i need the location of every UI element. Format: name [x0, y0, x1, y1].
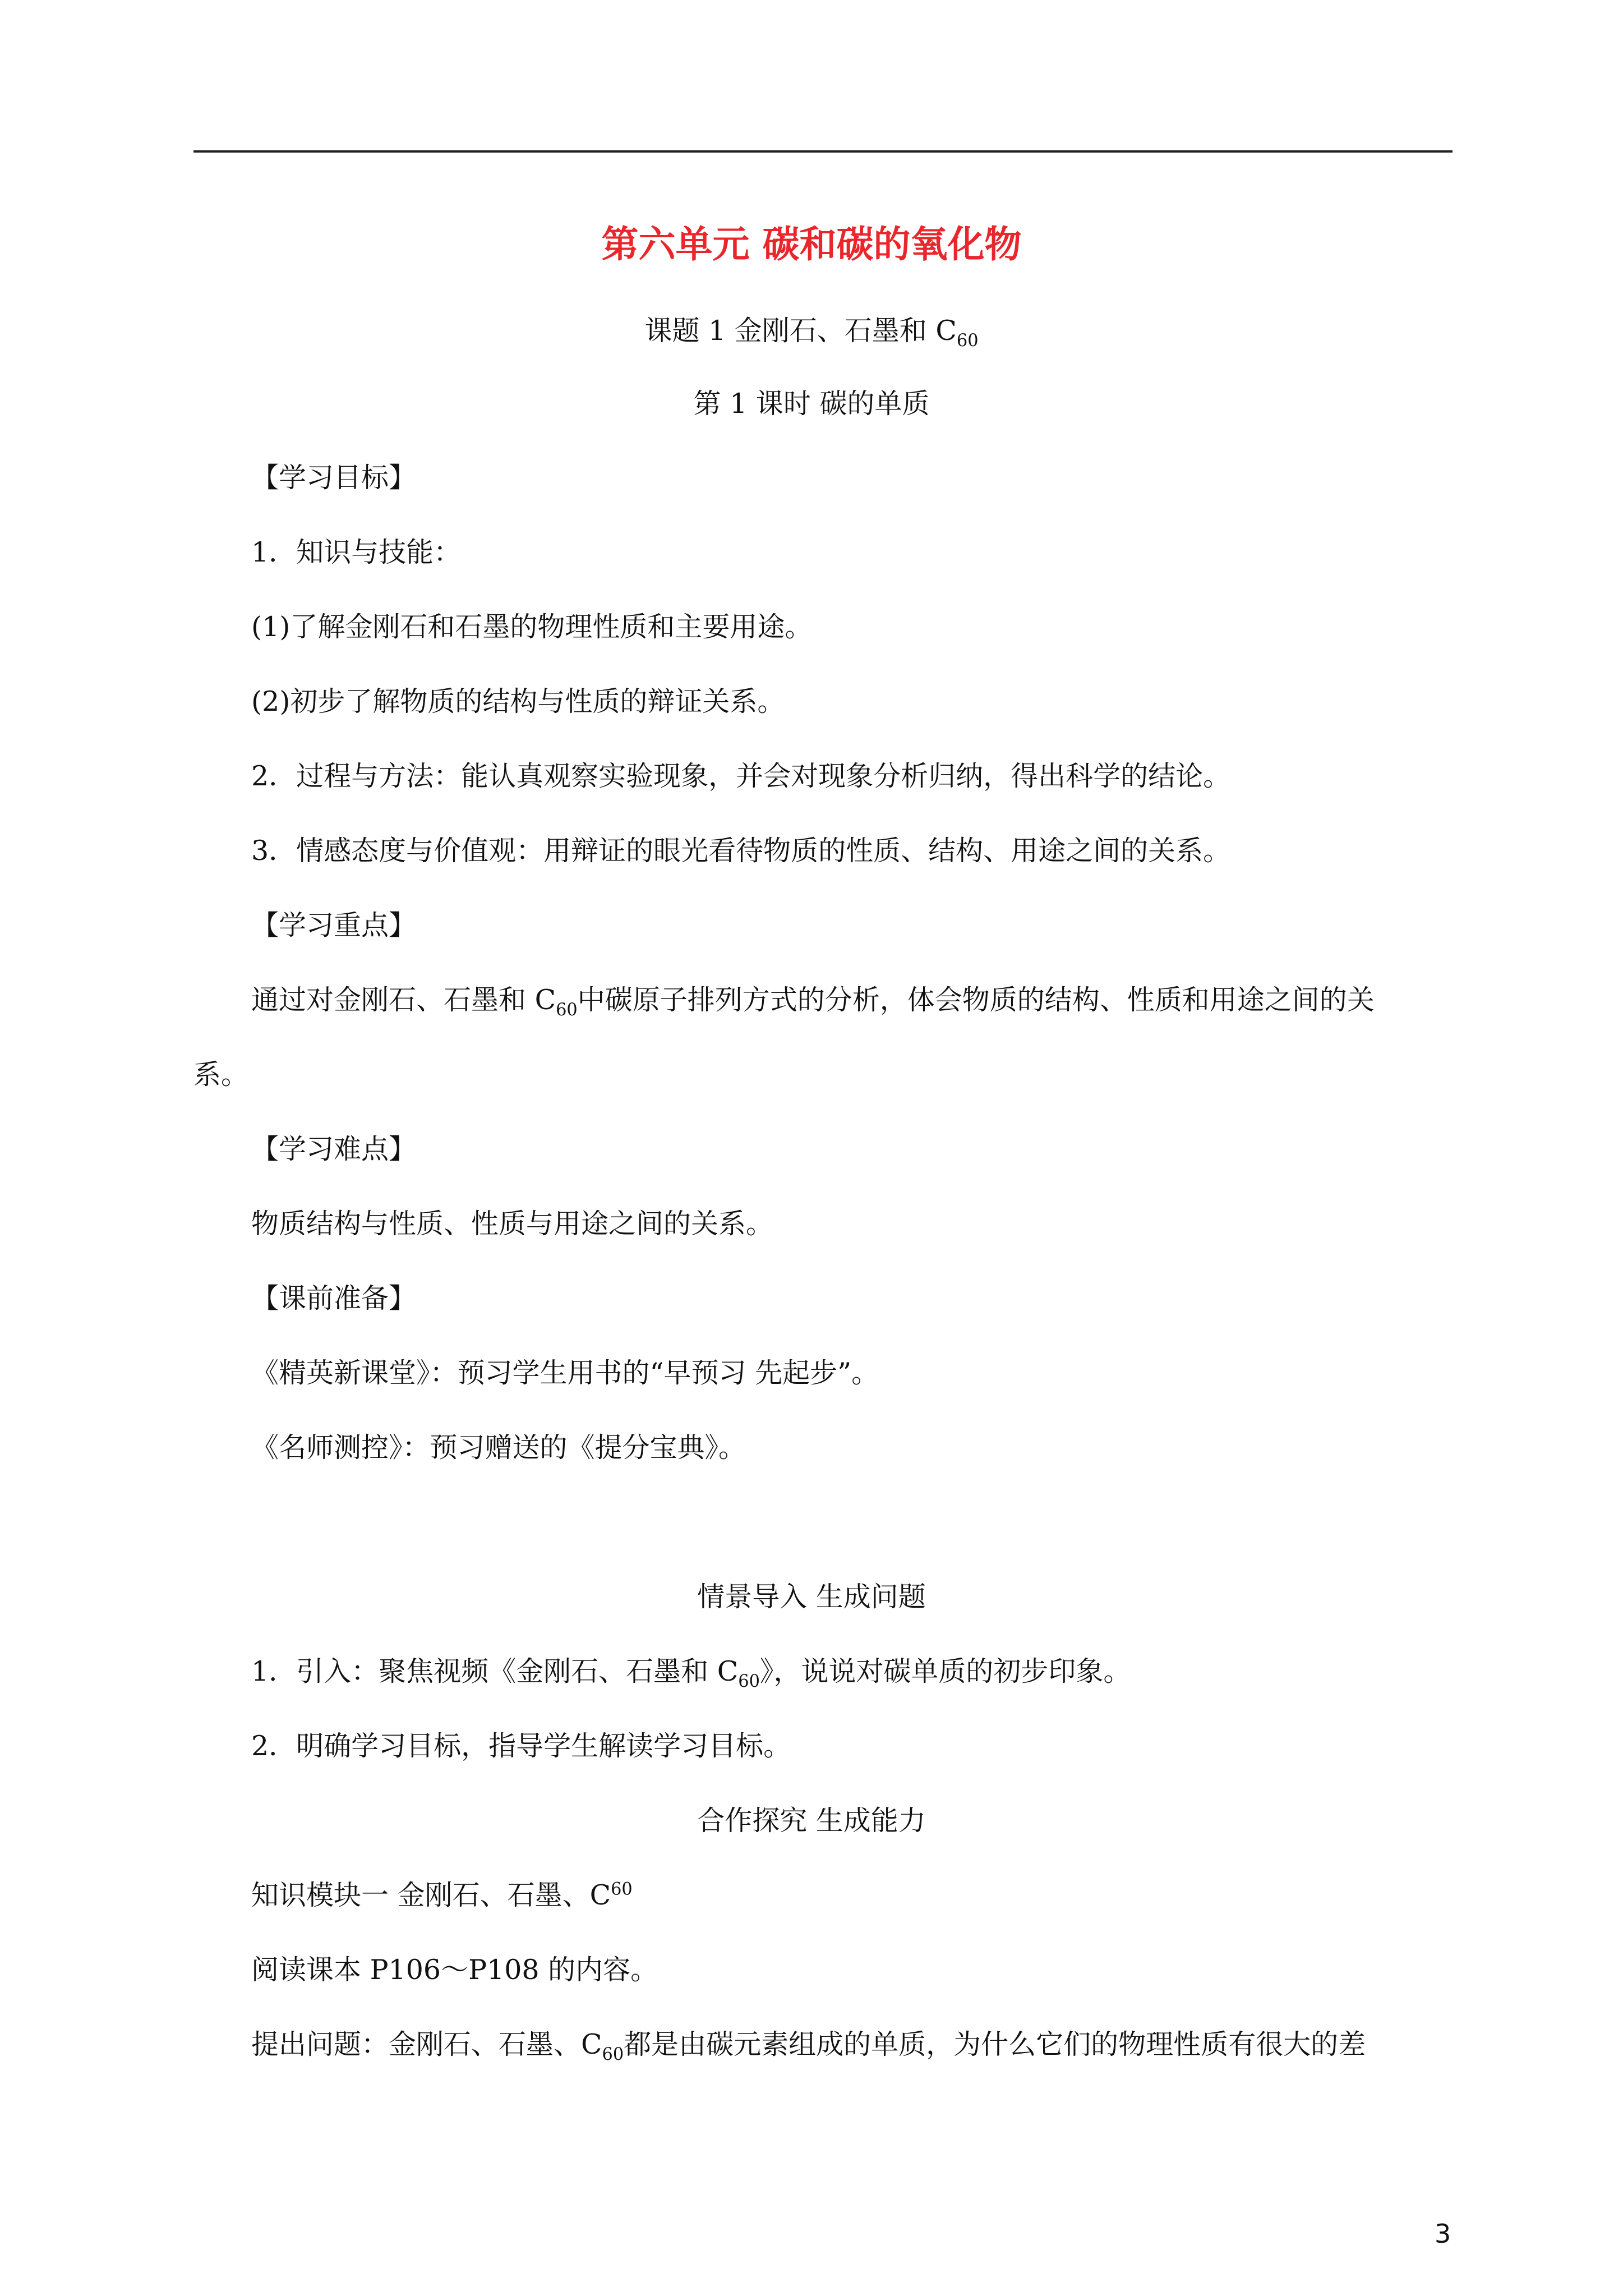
intro-item-1: [251, 1655, 1131, 1691]
intro-item-1-text-b: 》，说说对碳单质的初步印象。: [759, 1655, 1131, 1687]
key-points-text-b: 中碳原子排列方式的分析，体会物质的结构、性质和用途之间的关: [577, 984, 1375, 1016]
objectives-heading: 【学习目标】: [251, 462, 417, 494]
intro-item-2: 2．明确学习目标，指导学生解读学习目标。: [251, 1730, 791, 1762]
module-title: [251, 1879, 633, 1912]
lesson-title: [0, 314, 1623, 351]
module-title-superscript: 60: [611, 1879, 633, 1899]
key-points-line-1: [251, 983, 1375, 1020]
preparation-line-1: 《精英新课堂》：预习学生用书的“早预习 先起步”。: [251, 1357, 879, 1389]
question-text-b: 都是由碳元素组成的单质，为什么它们的物理性质有很大的差: [624, 2028, 1366, 2060]
objective-1a: (1)了解金刚石和石墨的物理性质和主要用途。: [251, 611, 813, 643]
reading-instruction: 阅读课本 P106～P108 的内容。: [251, 1954, 658, 1986]
intro-item-1-subscript: 60: [738, 1671, 760, 1691]
intro-item-1-text-a: 1．引入：聚焦视频《金刚石、石墨和 C: [251, 1655, 739, 1687]
intro-heading: 情景导入 生成问题: [697, 1581, 926, 1613]
objective-2: 2．过程与方法：能认真观察实验现象，并会对现象分析归纳，得出科学的结论。: [251, 760, 1231, 792]
key-points-heading: 【学习重点】: [251, 909, 417, 941]
difficulties-heading: 【学习难点】: [251, 1133, 417, 1165]
objective-1b: (2)初步了解物质的结构与性质的辩证关系。: [251, 685, 785, 717]
unit-title: 第六单元 碳和碳的氧化物: [601, 222, 1022, 266]
key-points-subscript: 60: [556, 1000, 578, 1020]
lesson-title-subscript: 60: [956, 330, 979, 351]
question-text-a: 提出问题：金刚石、石墨、C: [251, 2028, 602, 2060]
key-points-line-2: 系。: [193, 1059, 249, 1091]
objective-3: 3．情感态度与价值观：用辩证的眼光看待物质的性质、结构、用途之间的关系。: [251, 835, 1231, 867]
question-subscript: 60: [602, 2044, 624, 2064]
page-number: 3: [1435, 2219, 1451, 2249]
lesson-title-text: 课题 1 金刚石、石墨和 C: [644, 315, 957, 347]
explore-heading: 合作探究 生成能力: [697, 1805, 926, 1837]
preparation-heading: 【课前准备】: [251, 1282, 417, 1314]
key-points-text-a: 通过对金刚石、石墨和 C: [251, 984, 556, 1016]
module-title-text: 知识模块一 金刚石、石墨、C: [251, 1879, 611, 1911]
objective-1: 1．知识与技能：: [251, 536, 462, 568]
preparation-line-2: 《名师测控》：预习赠送的《提分宝典》。: [251, 1432, 746, 1464]
period-title: 第 1 课时 碳的单质: [693, 388, 930, 420]
header-rule: [193, 150, 1453, 153]
difficulties-text: 物质结构与性质、性质与用途之间的关系。: [251, 1208, 774, 1240]
question-line: [251, 2028, 1366, 2062]
